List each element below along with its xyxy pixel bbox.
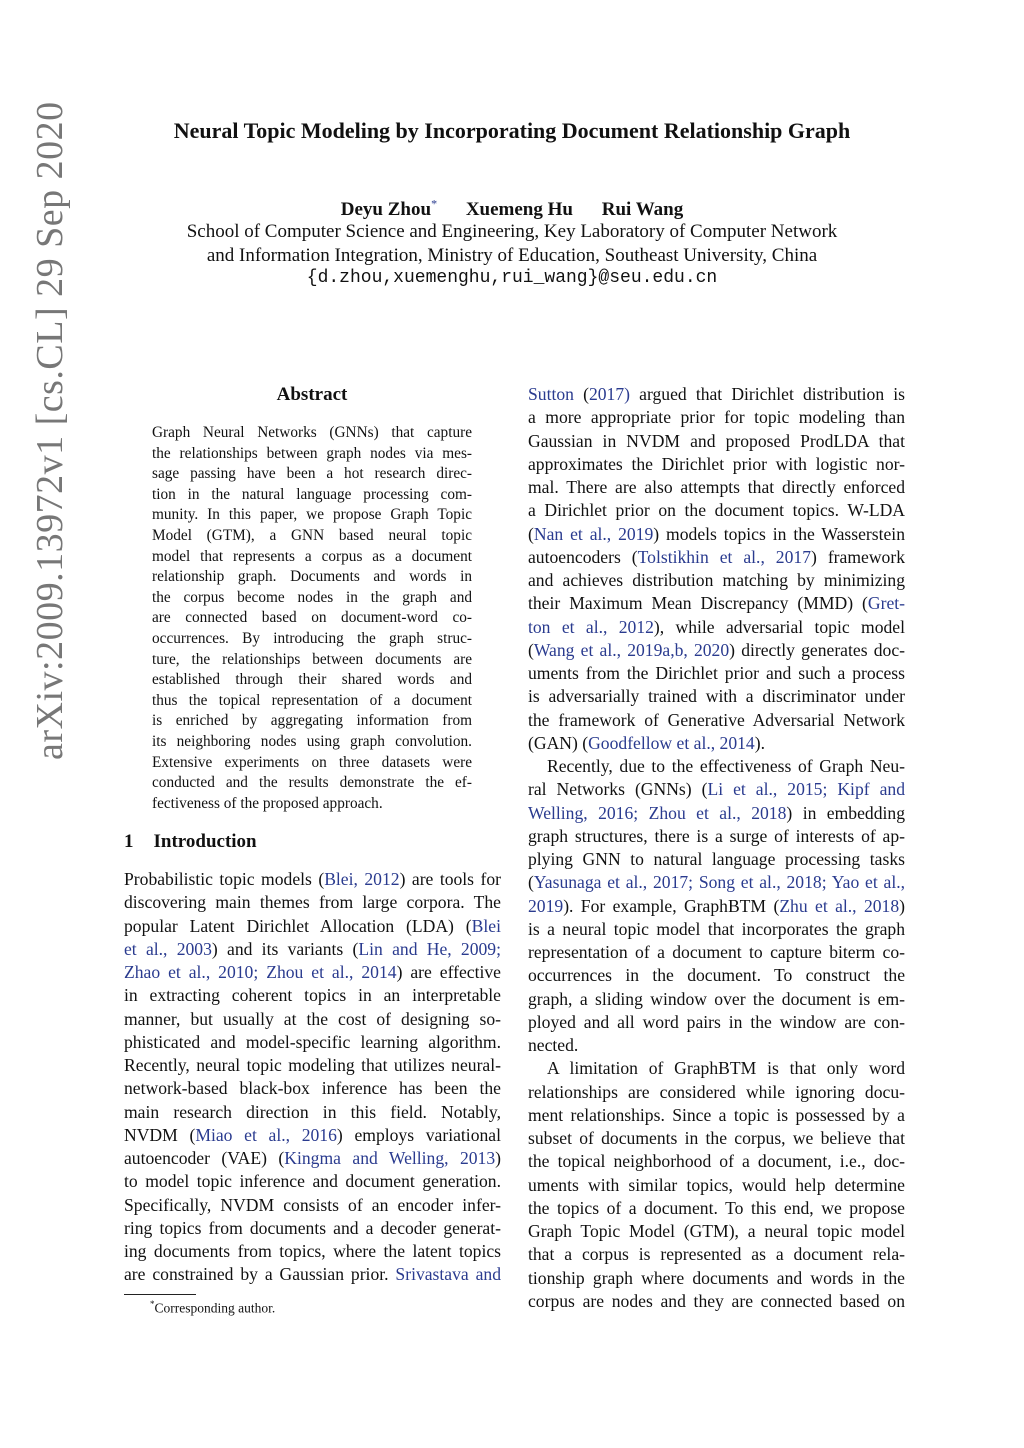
- text-line: is enriched by aggregating information from: [152, 712, 472, 730]
- text-line: Recently, neural topic modeling that utilizes neural-: [124, 1055, 501, 1075]
- text-line: uments from the Dirichlet prior and such a process: [528, 663, 905, 683]
- text-line: popular Latent Dirichlet Allocation (LDA) (Blei: [124, 915, 501, 936]
- text-line: tion in the natural language processing com-: [152, 485, 472, 503]
- text-line: the topical neighborhood of a document, i.e., doc-: [528, 1151, 905, 1172]
- section-heading: [124, 831, 257, 853]
- text-line: ing documents from topics, where the latent topics: [124, 1241, 501, 1261]
- text-line: mal. There are also attempts that directly enforced: [528, 477, 905, 497]
- text-line: graph, a sliding window over the document is em-: [528, 988, 905, 1009]
- text-line: model that represents a corpus as a document: [152, 547, 472, 565]
- text-line: Zhao et al., 2010; Zhou et al., 2014) are effective: [124, 962, 501, 982]
- citation-link[interactable]: Tolstikhin et al., 2017: [637, 546, 811, 567]
- text-line: plying GNN to natural language processing tasks: [528, 849, 905, 869]
- text-line: the framework of Generative Adversarial Network: [528, 709, 905, 730]
- text-line: ton et al., 2012), while adversarial topic model: [528, 616, 905, 637]
- text-line: to model topic inference and document generation.: [124, 1171, 501, 1192]
- text-line: Specifically, NVDM consists of an encoder infer-: [124, 1194, 501, 1215]
- text-line: their Maximum Mean Discrepancy (MMD) (Gret-: [528, 593, 905, 614]
- corresponding-author-mark[interactable]: *: [431, 197, 438, 211]
- text-line: (Wang et al., 2019a,b, 2020) directly generates doc-: [528, 639, 905, 660]
- text-line: autoencoder (VAE) (Kingma and Welling, 2013): [124, 1148, 502, 1168]
- footnote-rule: [124, 1294, 196, 1295]
- text-line: sage passing have been a hot research direc-: [152, 465, 472, 483]
- paper-title: Neural Topic Modeling by Incorporating Document Relationship Graph: [173, 118, 851, 143]
- text-line: Probabilistic topic models (Blei, 2012) are tools for: [124, 869, 502, 889]
- section-number: 1: [124, 831, 134, 852]
- intro-right-column: [528, 383, 905, 1313]
- citation-link[interactable]: Zhu et al., 2018: [779, 895, 900, 916]
- text-line: ring topics from documents and a decoder generat-: [124, 1217, 501, 1238]
- text-line: is a neural topic model that incorporates the graph: [528, 918, 905, 939]
- text-line: ture, the relationships between documents are: [152, 650, 472, 668]
- citation-link[interactable]: Nan et al., 2019: [533, 523, 654, 544]
- citation-link[interactable]: Lin and He, 2009;: [358, 938, 501, 959]
- text-line: Graph Neural Networks (GNNs) that capture: [152, 424, 472, 441]
- text-line: (GAN) (Goodfellow et al., 2014).: [528, 732, 765, 753]
- text-line: uments with similar topics, would help determine: [528, 1174, 905, 1195]
- text-line: et al., 2003) and its variants (Lin and He, 2009;: [124, 938, 501, 959]
- citation-link[interactable]: ton et al., 2012: [528, 616, 654, 637]
- text-line: are constrained by a Gaussian prior. Srivastava and: [124, 1264, 501, 1285]
- arxiv-identifier-stamp: arXiv:2009.13972v1 [cs.CL] 29 Sep 2020: [29, 101, 71, 760]
- citation-link[interactable]: Goodfellow et al., 2014: [588, 732, 755, 753]
- text-line: (Nan et al., 2019) models topics in the Wasserstein: [528, 523, 905, 544]
- text-line: NVDM (Miao et al., 2016) employs variational: [124, 1124, 501, 1145]
- citation-link[interactable]: Welling, 2016; Zhou et al., 2018: [528, 802, 787, 823]
- text-line: corpus are nodes and they are connected based on: [528, 1290, 905, 1311]
- author-name: Xuemeng Hu: [465, 199, 573, 221]
- citation-link[interactable]: Zhou et al., 2014: [266, 962, 397, 982]
- author-name: Rui Wang: [601, 199, 684, 221]
- abstract-heading: Abstract: [276, 384, 348, 405]
- text-line: (Yasunaga et al., 2017; Song et al., 2018; Yao et al.,: [528, 872, 905, 893]
- text-line: ral Networks (GNNs) (Li et al., 2015; Kipf and: [528, 779, 905, 800]
- citation-link[interactable]: Blei, 2012: [324, 869, 400, 889]
- citation-link[interactable]: Gret-: [867, 593, 905, 614]
- text-line: Gaussian in NVDM and proposed ProdLDA that: [528, 430, 905, 451]
- text-line: relationship graph. Documents and words in: [152, 568, 472, 586]
- text-line: in extracting coherent topics in an interpretable: [124, 985, 501, 1006]
- text-line: fectiveness of the proposed approach.: [152, 794, 383, 812]
- intro-left-column: [124, 868, 501, 1287]
- text-line: Sutton (2017) argued that Dirichlet distribution is: [528, 384, 905, 404]
- text-line: relationships are considered while ignoring docu-: [528, 1081, 905, 1102]
- text-line: its neighboring nodes using graph convolution.: [152, 732, 472, 750]
- author-email: {d.zhou,xuemenghu,rui_wang}@seu.edu.cn: [306, 268, 718, 288]
- citation-link[interactable]: Kingma and Welling, 2013: [284, 1148, 496, 1168]
- author-list: [0, 197, 1024, 221]
- footnote-mark: *: [150, 1299, 155, 1309]
- text-line: a Dirichlet prior on the document topics. W-LDA: [528, 500, 905, 521]
- text-line: that a corpus is represented as a document rela-: [528, 1244, 905, 1265]
- text-line: main research direction in this field. Notably,: [124, 1101, 501, 1122]
- affiliation-line: and Information Integration, Ministry of Education, Southeast University, China: [206, 245, 818, 266]
- citation-link[interactable]: 2019: [528, 895, 564, 916]
- citation-link[interactable]: Sutton: [528, 384, 574, 404]
- citation-link[interactable]: Blei: [471, 915, 501, 936]
- text-line: discovering main themes from large corpora. The: [124, 892, 501, 913]
- text-line: autoencoders (Tolstikhin et al., 2017) framework: [528, 546, 905, 567]
- footnote-text: Corresponding author.: [154, 1300, 276, 1316]
- text-line: Welling, 2016; Zhou et al., 2018) in embedding: [528, 802, 905, 823]
- text-line: conducted and the results demonstrate the ef-: [152, 774, 472, 792]
- text-line: Graph Topic Model (GTM), a neural topic model: [528, 1221, 905, 1241]
- citation-link[interactable]: Zhao et al., 2010;: [124, 962, 259, 982]
- author-name: Deyu Zhou*: [340, 197, 438, 221]
- text-line: Model (GTM), a GNN based neural topic: [152, 526, 472, 544]
- text-line: Recently, due to the effectiveness of Graph Neu-: [547, 756, 905, 776]
- text-line: tionship graph where documents and words in the: [528, 1267, 905, 1288]
- abstract-body: [152, 423, 472, 814]
- text-line: A limitation of GraphBTM is that only word: [547, 1058, 905, 1079]
- text-line: approximates the Dirichlet prior with logistic nor-: [528, 453, 905, 474]
- text-line: manner, but usually at the cost of designing so-: [124, 1008, 501, 1029]
- text-line: nected.: [528, 1035, 579, 1055]
- text-line: established through their shared words and: [152, 671, 472, 689]
- text-line: are connected based on document-word co-: [152, 609, 472, 627]
- text-line: and achieves distribution matching by minimizing: [528, 570, 905, 590]
- text-line: the relationships between graph nodes via mes-: [152, 444, 472, 462]
- text-line: representation of a document to capture biterm co-: [528, 942, 905, 962]
- text-line: a more appropriate prior for topic modeling than: [528, 407, 905, 428]
- footnote: [150, 1299, 275, 1317]
- affiliation-line: School of Computer Science and Engineering, Key Laboratory of Computer Network: [186, 221, 838, 242]
- section-title: Introduction: [153, 831, 257, 852]
- text-line: the corpus become nodes in the graph and: [152, 588, 472, 606]
- text-line: munity. In this paper, we propose Graph Topic: [152, 506, 472, 524]
- citation-link[interactable]: Li et al., 2015; Kipf and: [707, 779, 905, 800]
- text-line: Extensive experiments on three datasets were: [152, 753, 472, 771]
- text-line: subset of documents in the corpus, we believe that: [528, 1128, 905, 1148]
- text-line: graph structures, there is a surge of interests of ap-: [528, 825, 905, 846]
- text-line: ployed and all word pairs in the window are con-: [528, 1011, 905, 1032]
- text-line: thus the topical representation of a document: [152, 691, 472, 709]
- citation-link[interactable]: et al., 2003: [124, 938, 212, 959]
- text-line: ment relationships. Since a topic is possessed by a: [528, 1104, 905, 1125]
- text-line: 2019). For example, GraphBTM (Zhu et al., 2018): [528, 895, 905, 916]
- text-line: is adversarially trained with a discriminator under: [528, 686, 905, 707]
- citation-link[interactable]: Srivastava and: [395, 1264, 501, 1285]
- citation-link[interactable]: Miao et al., 2016: [195, 1124, 337, 1145]
- text-line: occurrences. By introducing the graph struc-: [152, 629, 472, 647]
- text-line: the topics of a document. To this end, we propose: [528, 1197, 905, 1218]
- text-line: phisticated and model-specific learning algorithm.: [124, 1031, 501, 1052]
- text-line: occurrences in the document. To construct the: [528, 965, 905, 986]
- citation-link[interactable]: Yasunaga et al., 2017; Song et al., 2018; Yao et al.,: [533, 872, 905, 893]
- text-line: network-based black-box inference has been the: [124, 1078, 501, 1099]
- citation-link[interactable]: 2017): [588, 384, 630, 404]
- citation-link[interactable]: Wang et al., 2019a,b, 2020: [533, 639, 730, 660]
